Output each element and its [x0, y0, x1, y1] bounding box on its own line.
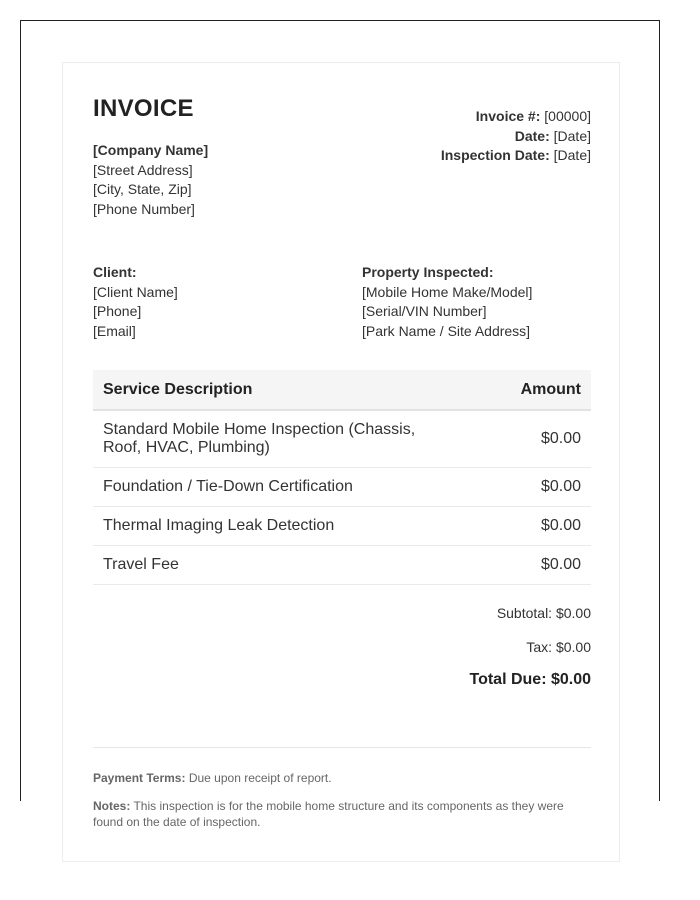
- subtotal: Subtotal: $0.00: [496, 605, 591, 621]
- inspection-date-row: [441, 146, 591, 166]
- row-description: Thermal Imaging Leak Detection: [93, 507, 461, 546]
- notes-label: Notes:: [93, 799, 131, 813]
- client-info: [93, 263, 178, 341]
- row-description: Standard Mobile Home Inspection (Chassis, Roof, HVAC, Plumbing): [93, 410, 461, 468]
- invoice-date-value: [Date]: [553, 127, 591, 144]
- table-row: [93, 468, 591, 507]
- client-label: Client:: [93, 264, 137, 280]
- invoice-date-row: [441, 127, 591, 147]
- invoice-number-row: [441, 107, 591, 127]
- footer-divider: [93, 747, 591, 748]
- invoice-title: INVOICE: [93, 95, 194, 122]
- totals-block: [469, 603, 591, 689]
- client-email: [Email]: [93, 322, 136, 339]
- inspection-date-value: [Date]: [553, 147, 591, 163]
- property-make-model: [Mobile Home Make/Model]: [362, 283, 533, 300]
- inspection-date-label: Inspection Date:: [440, 147, 550, 163]
- notes-text: This inspection is for the mobile home structure and its components as they were found on the date of inspection.: [93, 799, 564, 829]
- table-header-row: [93, 370, 591, 410]
- row-amount: $0.00: [461, 468, 591, 507]
- client-phone: [Phone]: [93, 303, 142, 319]
- payment-terms: [93, 770, 332, 786]
- services-table: [93, 370, 591, 585]
- property-serial: [Serial/VIN Number]: [362, 303, 487, 319]
- header-amount: Amount: [461, 370, 591, 410]
- client-name: [Client Name]: [93, 283, 178, 300]
- payment-terms-text: Due upon receipt of report.: [188, 771, 332, 785]
- company-phone: [Phone Number]: [93, 200, 195, 217]
- invoice-sheet: [62, 62, 620, 862]
- table-row: [93, 507, 591, 546]
- invoice-number-label: Invoice #:: [475, 108, 541, 124]
- company-info: [93, 141, 208, 219]
- row-description: Foundation / Tie-Down Certification: [93, 468, 461, 507]
- row-amount: $0.00: [461, 410, 591, 468]
- tax: Tax: $0.00: [526, 639, 591, 655]
- table-row: [93, 410, 591, 468]
- document-viewport: [20, 20, 660, 829]
- invoice-date-label: Date:: [514, 127, 550, 144]
- row-description: Travel Fee: [93, 546, 461, 585]
- invoice-notes: [93, 798, 591, 830]
- company-street: [Street Address]: [93, 161, 193, 178]
- company-city-state-zip: [City, State, Zip]: [93, 181, 192, 197]
- property-label: Property Inspected:: [362, 264, 494, 280]
- invoice-meta: [441, 107, 591, 166]
- row-amount: $0.00: [461, 546, 591, 585]
- invoice-number-value: [00000]: [544, 108, 591, 124]
- table-row: [93, 546, 591, 585]
- property-info: [362, 263, 532, 341]
- header-service-description: Service Description: [93, 370, 461, 410]
- total-due: Total Due: $0.00: [469, 671, 591, 688]
- company-name: [Company Name]: [93, 142, 209, 158]
- payment-terms-label: Payment Terms:: [93, 771, 186, 785]
- row-amount: $0.00: [461, 507, 591, 546]
- property-address: [Park Name / Site Address]: [362, 322, 531, 339]
